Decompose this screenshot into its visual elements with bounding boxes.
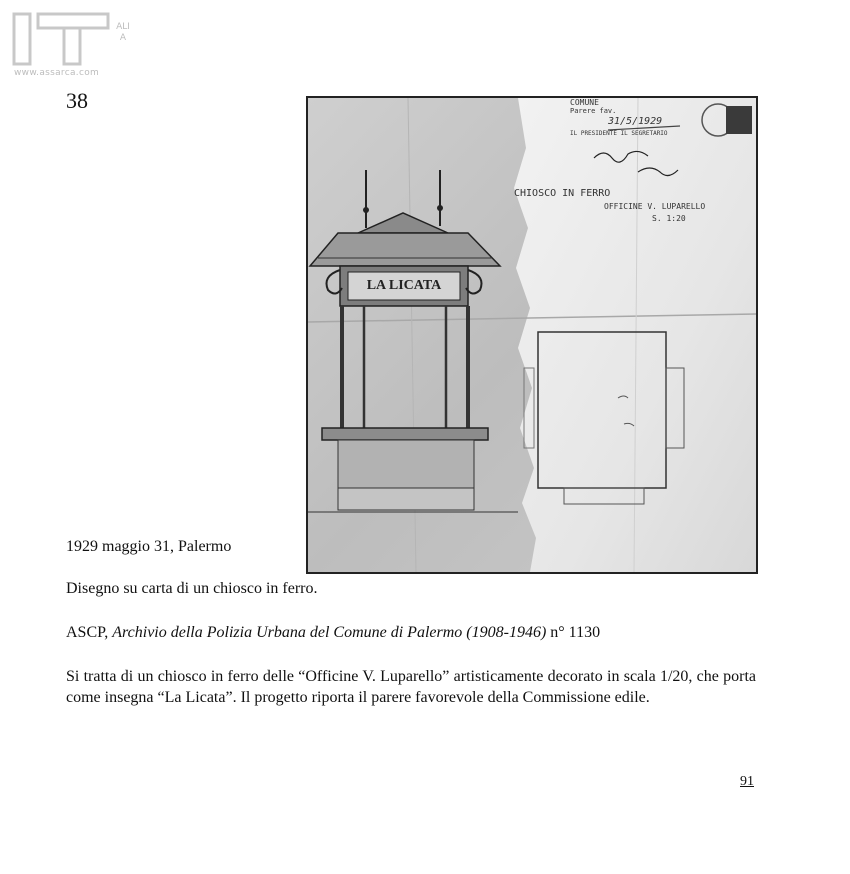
caption-body: Si tratta di un chiosco in ferro delle “Officine V. Luparello” artisticamente decorato in scala 1/20, che porta come insegna “La Licata”. Il progetto riporta il parere favorevole della Commissione edile. <box>66 668 756 706</box>
caption-date-place: 1929 maggio 31, Palermo <box>66 538 232 555</box>
caption-source <box>66 624 600 642</box>
stamp-signature-line: IL PRESIDENTE IL SEGRETARIO <box>570 130 668 137</box>
source-archive-title: Archivio della Polizia Urbana del Comune di Palermo (1908-1946) <box>112 624 547 641</box>
source-number: n° 1130 <box>546 624 601 641</box>
source-prefix: ASCP, <box>66 624 113 641</box>
caption-description: Disegno su carta di un chiosco in ferro. <box>66 580 318 597</box>
kiosk-sign-text: LA LICATA <box>366 278 442 293</box>
entry-number: 38 <box>66 88 88 113</box>
watermark-logo <box>12 10 132 82</box>
stamp-header: COMUNE <box>570 98 599 107</box>
drawing-maker: OFFICINE V. LUPARELLO <box>604 202 706 211</box>
drawing-scale: S. 1:20 <box>652 214 686 223</box>
drawing-title: CHIOSCO IN FERRO <box>514 188 611 199</box>
logo-url: www.assarca.com <box>14 68 100 78</box>
kiosk-drawing-graphic <box>308 98 756 572</box>
logo-vertical-text: ALIA <box>116 22 130 43</box>
stamp-line: Parere fav. <box>570 107 617 115</box>
stamp-date: 31/5/1929 <box>608 116 663 127</box>
logo-letters-graphic <box>12 10 112 68</box>
kiosk-drawing-photo <box>306 96 758 574</box>
page-number: 91 <box>740 774 754 789</box>
